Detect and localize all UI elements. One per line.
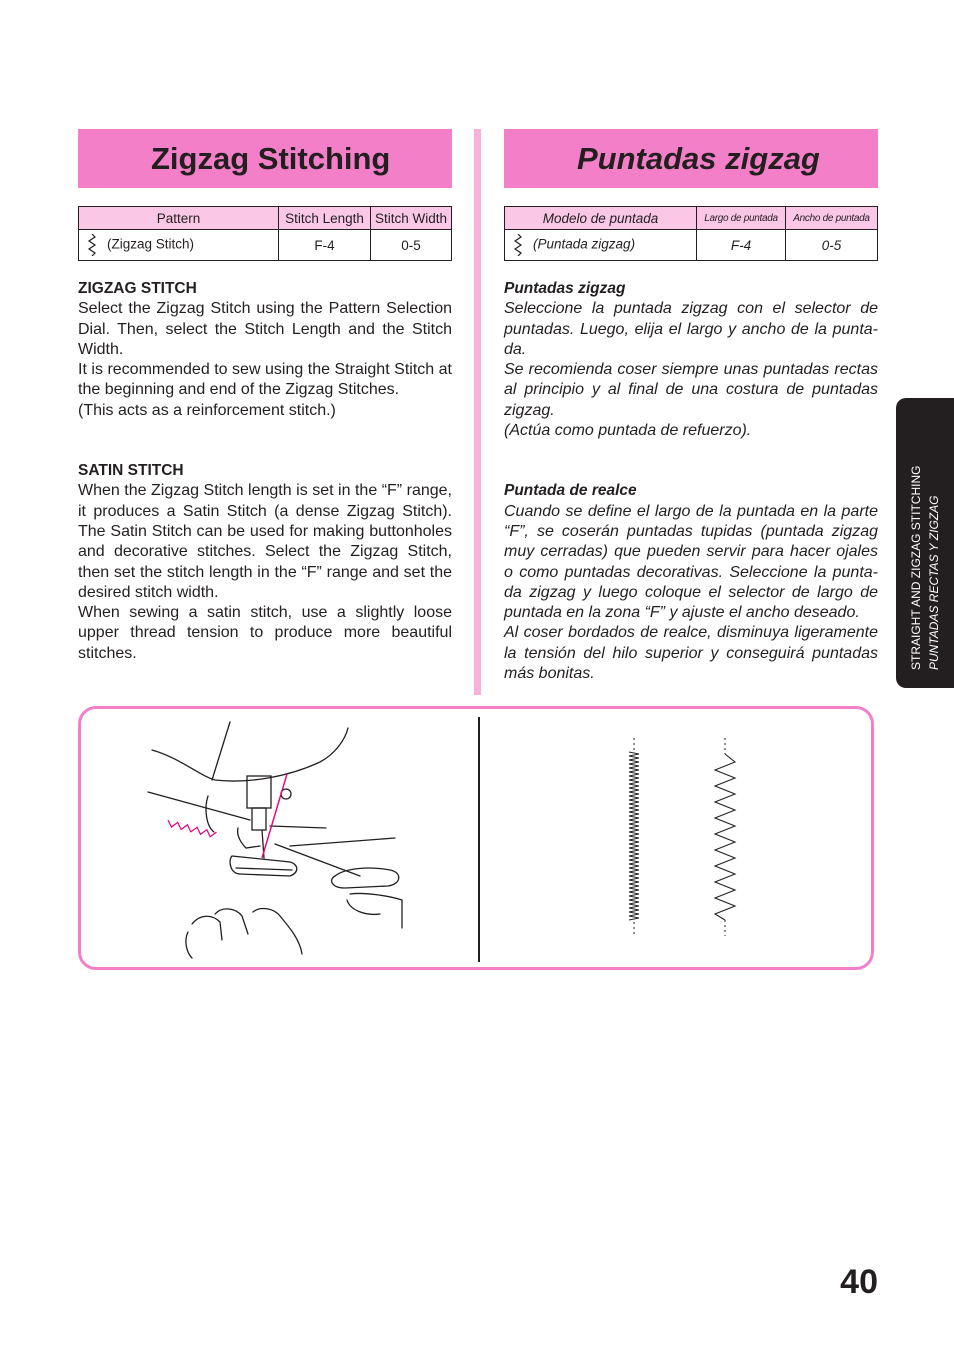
pattern-name: (Zigzag Stitch) — [107, 236, 195, 252]
header-stitch-width: Ancho de puntada — [786, 207, 878, 230]
table-row — [79, 230, 452, 261]
paragraph: Se recomienda coser siempre unas puntadas rectas al principio y al final de una costura de puntadas zigzag. — [504, 361, 878, 419]
stitch-table-es — [504, 206, 878, 261]
pattern-cell — [505, 230, 697, 261]
paragraph: Seleccione la puntada zigzag con el selector de puntadas. Luego, elija el largo y ancho de la punta-da. — [504, 300, 878, 358]
stitch-length-value: F-4 — [697, 230, 786, 261]
satin-stitch-sample — [629, 752, 639, 920]
header-stitch-length: Largo de puntada — [697, 207, 786, 230]
stitch-table-en — [78, 206, 452, 261]
page-title-es: Puntadas zigzag — [577, 141, 820, 176]
section-heading: Puntadas zigzag — [504, 280, 626, 297]
stitch-length-value: F-4 — [279, 230, 371, 261]
page-title-en: Zigzag Stitching — [151, 141, 391, 176]
stitch-samples — [600, 736, 770, 938]
pattern-cell — [79, 230, 279, 261]
table-header-row — [79, 207, 452, 230]
stitch-width-value: 0-5 — [371, 230, 452, 261]
paragraph: (This acts as a reinforcement stitch.) — [78, 401, 336, 419]
chapter-tab-label-en: STRAIGHT AND ZIGZAG STITCHING — [909, 465, 923, 670]
text-column-en — [78, 279, 452, 664]
zigzag-stitch-icon — [87, 234, 97, 256]
page-number: 40 — [840, 1263, 878, 1301]
stitch-width-value: 0-5 — [786, 230, 878, 261]
sewing-machine-illustration — [140, 718, 410, 964]
section-heading: Puntada de realce — [504, 482, 637, 500]
illustration-divider — [478, 717, 480, 962]
header-pattern: Pattern — [79, 207, 279, 230]
paragraph: (Actúa como puntada de refuerzo). — [504, 422, 752, 440]
header-pattern: Modelo de puntada — [505, 207, 697, 230]
title-banner-es — [504, 129, 878, 188]
header-stitch-width: Stitch Width — [371, 207, 452, 230]
paragraph: Al coser bordados de realce, disminuya ligeramente la tensión del hilo superior y conseguirá puntadas más bonitas. — [504, 624, 878, 683]
chapter-tab — [896, 398, 954, 688]
section-heading: ZIGZAG STITCH — [78, 280, 197, 297]
paragraph: Cuando se define el largo de la puntada en la parte “F”, se coserán puntadas tupidas (puntada zigzag muy cerradas) que pueden servir para hacer ojales o como puntadas decorativas. Seleccione la punta-da zigzag y luego coloque el selector de largo de puntada en la zona “F” y ajuste el ancho deseado. — [504, 502, 878, 622]
section-heading: SATIN STITCH — [78, 462, 184, 480]
paragraph: It is recommended to sew using the Straight Stitch at the beginning and end of the Zigzag Stitches. — [78, 361, 452, 399]
zigzag-stitch-icon — [513, 234, 523, 256]
chapter-tab-label-es: PUNTADAS RECTAS Y ZIGZAG — [927, 495, 941, 670]
zigzag-stitch-sample — [715, 754, 735, 920]
header-stitch-length: Stitch Length — [279, 207, 371, 230]
column-divider — [474, 129, 481, 695]
table-header-row — [505, 207, 878, 230]
title-banner-en — [78, 129, 452, 188]
text-column-es — [504, 279, 878, 684]
paragraph: Select the Zigzag Stitch using the Pattern Selection Dial. Then, select the Stitch Length and the Stitch Width. — [78, 300, 452, 358]
paragraph: When the Zigzag Stitch length is set in the “F” range, it produces a Satin Stitch (a dense Zigzag Stitch). The Satin Stitch can be used for making buttonholes and decorative stitches. Select the Zigzag Stitch, then set the stitch length in the “F” range and set the desired stitch width. — [78, 482, 452, 601]
pattern-name: (Puntada zigzag) — [533, 236, 636, 252]
table-row — [505, 230, 878, 261]
paragraph: When sewing a satin stitch, use a slightly loose upper thread tension to produce more beautiful stitches. — [78, 604, 452, 662]
